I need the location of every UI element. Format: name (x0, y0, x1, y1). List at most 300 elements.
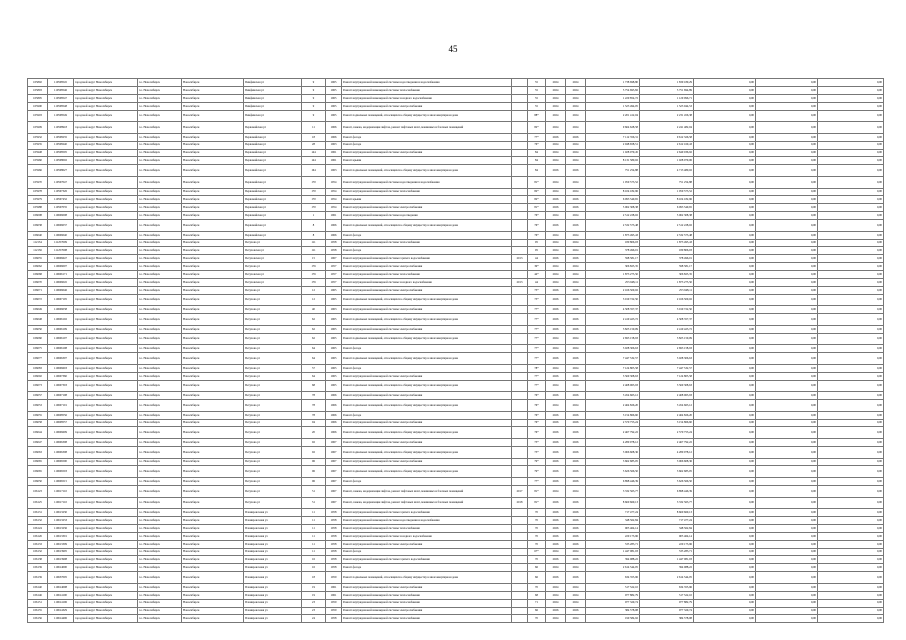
cell-work-type: Ремонт фасада (342, 411, 512, 419)
cell-city: Новосибирск (182, 564, 244, 572)
cell-cost-local: 0,00 (756, 556, 818, 564)
cell-city: Новосибирск (182, 212, 244, 220)
cell-object-id: 110613233 (48, 517, 74, 525)
cell-house-number: 57 (302, 364, 326, 372)
cell-work-column-a: 2013 (512, 255, 528, 263)
cell-cost-local: 0,00 (756, 102, 818, 110)
cell-cost-current: 3 154 866,60 (586, 411, 640, 419)
cell-cost-regional: 0,00 (694, 188, 756, 196)
cell-wear-percent: 84 (528, 165, 546, 177)
cell-work-column-a (512, 263, 528, 271)
cell-build-year: 1961 (326, 583, 342, 591)
cell-city: Новосибирск (182, 532, 244, 540)
table-row (28, 497, 884, 509)
cell-street: Пинфинская ул (244, 102, 302, 110)
cell-municipality: городской округ Новосибирск (74, 79, 138, 87)
cell-cost-owners: 0,00 (818, 556, 884, 564)
table-row (28, 165, 884, 177)
cell-plan-year-start: 2026 (546, 497, 566, 509)
cell-plan-year-end: 2026 (566, 497, 586, 509)
cell-municipality: городской округ Новосибирск (74, 466, 138, 478)
cell-work-type: Ремонт подвальных помещений, относящихся к общему имуществу в многоквартирном доме (342, 400, 512, 412)
cell-cost-total: 3 332 563,77 (640, 497, 694, 509)
cell-cost-regional: 0,00 (694, 212, 756, 220)
cell-locality: г.о. Новосибирск (138, 247, 182, 255)
cell-cost-regional: 0,00 (694, 196, 756, 204)
cell-cost-owners: 0,00 (818, 439, 884, 447)
cell-work-type: Ремонт фасада (342, 548, 512, 556)
cell-wear-percent: 55 (528, 94, 546, 102)
cell-locality: г.о. Новосибирск (138, 485, 182, 497)
cell-plan-year-start: 2026 (546, 392, 566, 400)
cell-municipality: городской округ Новосибирск (74, 271, 138, 279)
cell-plan-year-end: 2024 (566, 364, 586, 372)
cell-house-number: 144 (302, 149, 326, 157)
cell-cost-total: 3 569 308,63 (640, 380, 694, 392)
cell-plan-year-end: 2026 (566, 446, 586, 458)
cell-locality: г.о. Новосибирск (138, 110, 182, 122)
cell-cost-local: 0,00 (756, 509, 818, 517)
page-number: 45 (448, 44, 458, 54)
cell-row-number: 106044 (28, 427, 48, 439)
cell-house-number: 62 (302, 314, 326, 326)
cell-house-number: 11 (302, 509, 326, 517)
cell-cost-regional: 0,00 (694, 294, 756, 306)
cell-cost-total: 1 447 081,03 (640, 556, 694, 564)
cell-street: Петухова ул (244, 380, 302, 392)
cell-cost-current: 2 512 228,02 (586, 212, 640, 220)
cell-row-number: 106062 (28, 263, 48, 271)
cell-build-year: 1965 (326, 364, 342, 372)
cell-work-column-a (512, 286, 528, 294)
table-row (28, 188, 884, 196)
cell-wear-percent: 77* (528, 372, 546, 380)
cell-street: Первомайская ул (244, 176, 302, 188)
cell-cost-owners: 0,00 (818, 548, 884, 556)
cell-house-number: 176 (302, 271, 326, 279)
cell-cost-total: 1 839 189,29 (640, 79, 694, 87)
cell-cost-total: 3 066 608,36 (640, 458, 694, 466)
cell-cost-total: 634 355,96 (640, 583, 694, 591)
cell-plan-year-end: 2026 (566, 196, 586, 204)
cell-city: Новосибирск (182, 220, 244, 232)
cell-cost-regional: 0,00 (694, 204, 756, 212)
cell-build-year: 1961 (326, 149, 342, 157)
cell-work-column-a (512, 314, 528, 326)
cell-work-column-a (512, 572, 528, 584)
cell-plan-year-start: 2024 (546, 102, 566, 110)
cell-cost-current: 517 522,10 (586, 583, 640, 591)
cell-plan-year-start: 2024 (546, 548, 566, 556)
cell-row-number: 106048 (28, 314, 48, 326)
cell-build-year: 1967 (326, 466, 342, 478)
cell-locality: г.о. Новосибирск (138, 478, 182, 486)
cell-cost-regional: 0,00 (694, 122, 756, 134)
cell-cost-local: 0,00 (756, 86, 818, 94)
cell-municipality: городской округ Новосибирск (74, 231, 138, 239)
cell-cost-owners: 0,00 (818, 540, 884, 548)
cell-build-year: 1965 (326, 79, 342, 87)
cell-plan-year-start: 2026 (546, 572, 566, 584)
cell-work-type: Ремонт внутридомовой инженерной системы холодного водоснабжения (342, 279, 512, 287)
cell-municipality: городской округ Новосибирск (74, 94, 138, 102)
cell-plan-year-start: 2026 (546, 517, 566, 525)
cell-work-column-a (512, 372, 528, 380)
cell-cost-current: 9 664 628,58 (586, 122, 640, 134)
cell-city: Новосибирск (182, 271, 244, 279)
cell-row-number: 106075 (28, 345, 48, 353)
table-row (28, 411, 884, 419)
cell-work-type: Ремонт подвальных помещений, относящихся к общему имуществу в многоквартирном доме (342, 427, 512, 439)
cell-row-number: 106132 (28, 548, 48, 556)
cell-work-type: Ремонт крыши (342, 196, 512, 204)
table-row (28, 572, 884, 584)
cell-cost-current: 6 898 446,39 (586, 478, 640, 486)
cell-house-number: 16 (302, 564, 326, 572)
cell-plan-year-end: 2026 (566, 314, 586, 326)
cell-cost-owners: 0,00 (818, 196, 884, 204)
cell-work-column-a (512, 271, 528, 279)
cell-build-year: 1966 (326, 392, 342, 400)
cell-row-number: 106139 (28, 572, 48, 584)
cell-object-id: 110614106 (48, 599, 74, 607)
cell-municipality: городской округ Новосибирск (74, 615, 138, 623)
cell-work-type: Ремонт внутридомовой инженерной системы водоотведения (342, 212, 512, 220)
cell-house-number: 40 (302, 306, 326, 314)
cell-row-number: 106072 (28, 294, 48, 306)
cell-object-id: 110606500 (48, 458, 74, 466)
cell-work-type: Ремонт фасада (342, 564, 512, 572)
cell-row-number: 106068 (28, 271, 48, 279)
cell-plan-year-end: 2026 (566, 478, 586, 486)
cell-street: Петухова ул (244, 392, 302, 400)
cell-work-column-a (512, 400, 528, 412)
cell-row-number: 105935 (28, 141, 48, 149)
cell-plan-year-start: 2024 (546, 564, 566, 572)
cell-object-id: 110508549 (48, 110, 74, 122)
cell-wear-percent: 66 (528, 572, 546, 584)
cell-city: Новосибирск (182, 392, 244, 400)
cell-cost-regional: 0,00 (694, 141, 756, 149)
cell-municipality: городской округ Новосибирск (74, 279, 138, 287)
cell-row-number: 106132 (28, 517, 48, 525)
cell-plan-year-start: 2026 (546, 133, 566, 141)
cell-plan-year-start: 2026 (546, 466, 566, 478)
cell-wear-percent: 75* (528, 294, 546, 306)
cell-cost-regional: 0,00 (694, 540, 756, 548)
cell-cost-owners: 0,00 (818, 247, 884, 255)
cell-cost-current: 2 166 509,02 (586, 286, 640, 294)
cell-object-id: 110507432 (48, 196, 74, 204)
table-row (28, 591, 884, 599)
cell-municipality: городской округ Новосибирск (74, 364, 138, 372)
cell-cost-local: 0,00 (756, 540, 818, 548)
cell-object-id: 110613995 (48, 548, 74, 556)
cell-cost-owners: 0,00 (818, 497, 884, 509)
cell-cost-current: 348 562,84 (586, 517, 640, 525)
cell-row-number: 105948 (28, 149, 48, 157)
cell-work-column-a (512, 196, 528, 204)
cell-object-id: 110606108 (48, 345, 74, 353)
cell-cost-local: 0,00 (756, 583, 818, 591)
cell-cost-regional: 0,00 (694, 176, 756, 188)
cell-plan-year-end: 2024 (566, 583, 586, 591)
cell-work-column-a (512, 427, 528, 439)
cell-locality: г.о. Новосибирск (138, 325, 182, 333)
cell-work-column-a (512, 133, 528, 141)
table-row (28, 485, 884, 497)
cell-cost-current: 180 806,03 (586, 239, 640, 247)
cell-plan-year-start: 2026 (546, 286, 566, 294)
cell-cost-total: 1 059 573,52 (640, 188, 694, 196)
cell-object-id: 110606308 (48, 439, 74, 447)
cell-street: Петухова ул (244, 478, 302, 486)
cell-city: Новосибирск (182, 79, 244, 87)
cell-cost-total: 7 124 805,58 (640, 372, 694, 380)
cell-street: Планировочная ул (244, 524, 302, 532)
cell-city: Новосибирск (182, 599, 244, 607)
cell-cost-regional: 0,00 (694, 306, 756, 314)
table-row (28, 372, 884, 380)
cell-cost-current: 1 523 494,05 (586, 102, 640, 110)
cell-wear-percent: 81* (528, 485, 546, 497)
cell-build-year: 1957 (326, 271, 342, 279)
cell-cost-local: 0,00 (756, 564, 818, 572)
cell-cost-total: 2 649 036,92 (640, 149, 694, 157)
cell-work-type: Ремонт фасада (342, 345, 512, 353)
cell-wear-percent: 75* (528, 446, 546, 458)
cell-wear-percent: 70 (528, 524, 546, 532)
cell-cost-regional: 0,00 (694, 599, 756, 607)
cell-locality: г.о. Новосибирск (138, 458, 182, 466)
table-row (28, 102, 884, 110)
cell-wear-percent: 84 (528, 149, 546, 157)
cell-cost-regional: 0,00 (694, 231, 756, 239)
cell-house-number: 68 (302, 380, 326, 392)
cell-cost-current: 2 201 412,04 (586, 110, 640, 122)
cell-work-column-a (512, 466, 528, 478)
cell-municipality: городской округ Новосибирск (74, 122, 138, 134)
cell-cost-regional: 0,00 (694, 439, 756, 447)
cell-wear-percent: 77* (528, 133, 546, 141)
cell-cost-total: 3 454 663,12 (640, 400, 694, 412)
cell-wear-percent: 77* (528, 333, 546, 345)
cell-build-year: 1954 (326, 204, 342, 212)
cell-cost-current: 253 948,11 (586, 279, 640, 287)
table-row (28, 306, 884, 314)
cell-cost-total: 220 173,96 (640, 540, 694, 548)
cell-locality: г.о. Новосибирск (138, 427, 182, 439)
table-row (28, 231, 884, 239)
cell-build-year: 1958 (326, 556, 342, 564)
cell-locality: г.о. Новосибирск (138, 231, 182, 239)
cell-plan-year-end: 2026 (566, 204, 586, 212)
cell-plan-year-start: 2026 (546, 306, 566, 314)
cell-work-column-a (512, 419, 528, 427)
cell-cost-total: 9 612 326,58 (640, 133, 694, 141)
cell-plan-year-start: 2026 (546, 524, 566, 532)
cell-build-year: 1958 (326, 548, 342, 556)
cell-plan-year-start: 2026 (546, 325, 566, 333)
cell-row-number: 105978 (28, 188, 48, 196)
cell-wear-percent: 77* (528, 380, 546, 392)
cell-plan-year-end: 2024 (566, 271, 586, 279)
cell-city: Новосибирск (182, 149, 244, 157)
cell-street: Петухова ул (244, 411, 302, 419)
cell-cost-owners: 0,00 (818, 615, 884, 623)
cell-cost-total: 2 419 423,72 (640, 325, 694, 333)
cell-work-type: Ремонт фасада (342, 478, 512, 486)
cell-cost-total: 5 062 308,38 (640, 212, 694, 220)
cell-wear-percent: 77* (528, 314, 546, 326)
cell-wear-percent: 82* (528, 122, 546, 134)
cell-city: Новосибирск (182, 306, 244, 314)
cell-plan-year-end: 2024 (566, 110, 586, 122)
cell-cost-current: 3 019 722,50 (586, 294, 640, 306)
cell-cost-current: 1 873 275,50 (586, 271, 640, 279)
cell-cost-regional: 0,00 (694, 286, 756, 294)
cell-house-number: 170 (302, 176, 326, 188)
cell-cost-owners: 0,00 (818, 325, 884, 333)
cell-row-number: 106146 (28, 591, 48, 599)
cell-work-type: Ремонт внутридомовой инженерной системы электроснабжения (342, 102, 512, 110)
cell-build-year: 1967 (326, 478, 342, 486)
cell-city: Новосибирск (182, 411, 244, 419)
cell-work-column-a (512, 364, 528, 372)
cell-cost-local: 0,00 (756, 149, 818, 157)
cell-object-id: 110613236 (48, 524, 74, 532)
cell-cost-current: 634 355,96 (586, 572, 640, 584)
cell-locality: г.о. Новосибирск (138, 364, 182, 372)
cell-locality: г.о. Новосибирск (138, 372, 182, 380)
cell-work-type: Ремонт внутридомовой инженерной системы водоотведения и водоснабжения (342, 517, 512, 525)
cell-house-number: 11 (302, 524, 326, 532)
cell-build-year: 1965 (326, 94, 342, 102)
cell-street: Планировочная ул (244, 540, 302, 548)
cell-build-year: 1961 (326, 157, 342, 165)
cell-cost-local: 0,00 (756, 517, 818, 525)
cell-cost-total: 3 154 866,60 (640, 419, 694, 427)
cell-cost-local: 0,00 (756, 271, 818, 279)
cell-wear-percent: 70 (528, 532, 546, 540)
cell-city: Новосибирск (182, 572, 244, 584)
cell-cost-owners: 0,00 (818, 400, 884, 412)
cell-cost-local: 0,00 (756, 110, 818, 122)
cell-object-id: 110607101 (48, 400, 74, 412)
cell-cost-regional: 0,00 (694, 478, 756, 486)
cell-cost-current: 1 738 698,80 (586, 79, 640, 87)
cell-plan-year-start: 2026 (546, 419, 566, 427)
cell-cost-regional: 0,00 (694, 532, 756, 540)
cell-cost-current: 1 873 495,43 (586, 231, 640, 239)
cell-locality: г.о. Новосибирск (138, 380, 182, 392)
cell-cost-local: 0,00 (756, 286, 818, 294)
cell-cost-total: 306 825,35 (640, 271, 694, 279)
table-row (28, 196, 884, 204)
cell-cost-current: 3 028 306,63 (586, 345, 640, 353)
cell-plan-year-end: 2024 (566, 86, 586, 94)
cell-work-type: Ремонт внутридомовой инженерной системы электроснабжения (342, 204, 512, 212)
cell-build-year: 1958 (326, 247, 342, 255)
cell-work-column-a (512, 599, 528, 607)
cell-house-number: 78 (302, 392, 326, 400)
cell-cost-total: 253 948,11 (640, 286, 694, 294)
cell-city: Новосибирск (182, 247, 244, 255)
cell-object-id: 110606307 (48, 353, 74, 365)
cell-plan-year-end: 2024 (566, 79, 586, 87)
table-row (28, 517, 884, 525)
cell-cost-local: 0,00 (756, 176, 818, 188)
cell-build-year: 1967 (326, 255, 342, 263)
table-row (28, 532, 884, 540)
cell-municipality: городской округ Новосибирск (74, 446, 138, 458)
cell-wear-percent: 39* (528, 263, 546, 271)
cell-plan-year-end: 2024 (566, 231, 586, 239)
cell-row-number: 106008 (28, 212, 48, 220)
cell-cost-owners: 0,00 (818, 239, 884, 247)
cell-plan-year-start: 2026 (546, 427, 566, 439)
cell-house-number: 96 (302, 478, 326, 486)
cell-row-number: 106073 (28, 380, 48, 392)
cell-cost-total: 1 873 495,43 (640, 239, 694, 247)
cell-row-number: 106083 (28, 364, 48, 372)
cell-work-type: Ремонт внутридомовой инженерной системы электроснабжения (342, 419, 512, 427)
cell-wear-percent: 44 (528, 279, 546, 287)
cell-house-number: 8 (302, 220, 326, 232)
cell-house-number: 62 (302, 325, 326, 333)
cell-object-id: 110608557 (48, 419, 74, 427)
cell-cost-regional: 0,00 (694, 220, 756, 232)
cell-municipality: городской округ Новосибирск (74, 411, 138, 419)
cell-street: Первомайская ул (244, 133, 302, 141)
cell-row-number: 106047 (28, 439, 48, 447)
cell-house-number: 92 (302, 446, 326, 458)
table-row (28, 400, 884, 412)
cell-work-column-a (512, 517, 528, 525)
cell-house-number: 78 (302, 400, 326, 412)
cell-municipality: городской округ Новосибирск (74, 149, 138, 157)
cell-cost-local: 0,00 (756, 458, 818, 466)
cell-cost-total: 3 028 306,63 (640, 353, 694, 365)
cell-street: Планировочная ул (244, 556, 302, 564)
cell-plan-year-end: 2026 (566, 325, 586, 333)
cell-wear-percent: 67* (528, 548, 546, 556)
cell-cost-current: 535 283,71 (586, 540, 640, 548)
cell-locality: г.о. Новосибирск (138, 94, 182, 102)
cell-plan-year-start: 2024 (546, 400, 566, 412)
cell-house-number: 19 (302, 591, 326, 599)
cell-cost-local: 0,00 (756, 615, 818, 623)
cell-object-id: 110608556 (48, 411, 74, 419)
cell-cost-owners: 0,00 (818, 110, 884, 122)
cell-cost-owners: 0,00 (818, 255, 884, 263)
cell-plan-year-start: 2026 (546, 509, 566, 517)
cell-locality: г.о. Новосибирск (138, 572, 182, 584)
cell-municipality: городской округ Новосибирск (74, 427, 138, 439)
cell-cost-owners: 0,00 (818, 485, 884, 497)
cell-city: Новосибирск (182, 255, 244, 263)
cell-street: Первомайская ул (244, 231, 302, 239)
cell-build-year: 1958 (326, 517, 342, 525)
cell-build-year: 1965 (326, 102, 342, 110)
cell-work-type: Ремонт фасада (342, 231, 512, 239)
cell-cost-local: 0,00 (756, 165, 818, 177)
table-row (28, 220, 884, 232)
cell-cost-local: 0,00 (756, 400, 818, 412)
cell-object-id: 110606102 (48, 314, 74, 326)
cell-plan-year-end: 2026 (566, 572, 586, 584)
cell-street: Петухова ул (244, 372, 302, 380)
